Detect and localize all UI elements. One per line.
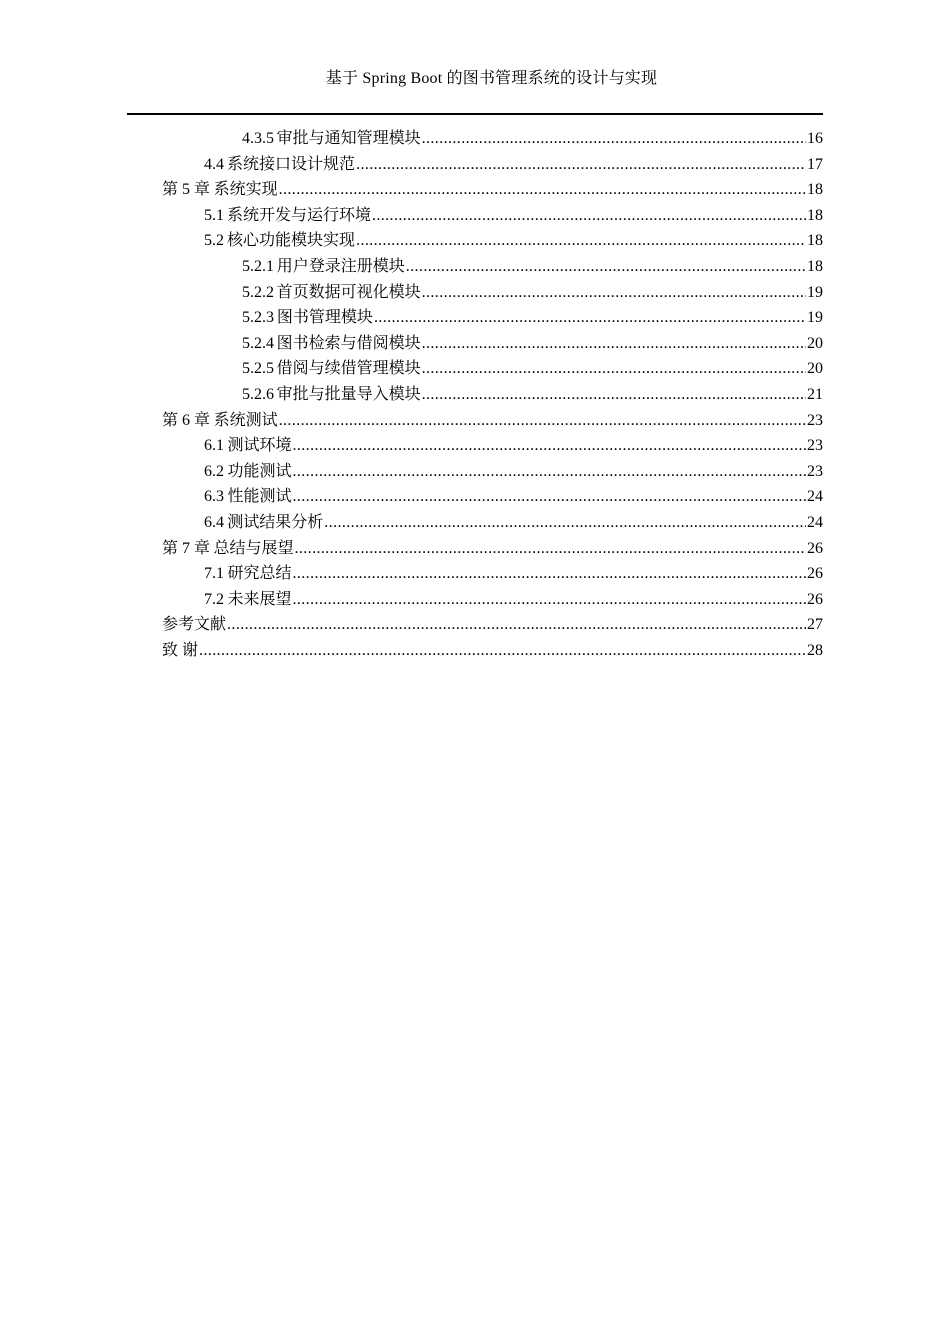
- toc-entry[interactable]: [0, 638, 950, 664]
- toc-entry[interactable]: [0, 203, 950, 229]
- toc-entry-number: 第 7 章: [162, 539, 211, 557]
- toc-entry-title: 系统开发与运行环境: [226, 206, 371, 224]
- toc-entry[interactable]: [0, 408, 950, 434]
- toc-entry-title: 系统实现: [213, 181, 278, 199]
- toc-entry-number: 6.2: [204, 462, 224, 480]
- toc-entry-number: 6.3: [204, 488, 224, 506]
- toc-entry[interactable]: [0, 561, 950, 587]
- toc-dot-leader: [292, 587, 806, 613]
- toc-entry-number: 第 5 章: [162, 181, 211, 199]
- toc-entry[interactable]: [0, 177, 950, 203]
- toc-entry[interactable]: [0, 587, 950, 613]
- toc-entry[interactable]: [0, 152, 950, 178]
- running-header-title: 基于 Spring Boot 的图书管理系统的设计与实现: [325, 70, 658, 87]
- toc-entry[interactable]: [0, 228, 950, 254]
- toc-entry-number: 5.1: [204, 206, 224, 224]
- toc-entry[interactable]: [0, 126, 950, 152]
- toc-entry-title: 系统测试: [213, 411, 278, 429]
- toc-entry-page-number: 20: [807, 360, 823, 378]
- toc-entry-page-number: 23: [807, 411, 823, 429]
- toc-entry[interactable]: [0, 433, 950, 459]
- toc-entry-title: 测试环境: [227, 437, 292, 455]
- toc-dot-leader: [279, 408, 806, 434]
- toc-dot-leader: [199, 638, 806, 664]
- toc-dot-leader: [227, 612, 806, 638]
- toc-entry[interactable]: [0, 510, 950, 536]
- toc-entry[interactable]: [0, 280, 950, 306]
- toc-entry-title: 系统接口设计规范: [227, 155, 356, 173]
- toc-dot-leader: [356, 152, 806, 178]
- toc-entry-page-number: 19: [807, 283, 823, 301]
- toc-entry-title: 未来展望: [227, 590, 292, 608]
- toc-entry-number: 4.4: [204, 155, 224, 173]
- toc-entry-title: 首页数据可视化模块: [276, 283, 421, 301]
- toc-entry-title: 图书管理模块: [276, 309, 373, 327]
- toc-dot-leader: [356, 228, 806, 254]
- toc-entry-page-number: 23: [807, 437, 823, 455]
- toc-dot-leader: [422, 331, 806, 357]
- toc-dot-leader: [372, 203, 806, 229]
- toc-entry-title: 致 谢: [162, 641, 199, 659]
- toc-entry-number: 4.3.5: [242, 130, 274, 147]
- toc-dot-leader: [294, 536, 806, 562]
- toc-entry[interactable]: [0, 331, 950, 357]
- toc-entry-page-number: 16: [807, 130, 823, 147]
- toc-entry-page-number: 18: [807, 206, 823, 224]
- toc-entry-page-number: 19: [807, 309, 823, 327]
- header-rule: [127, 113, 823, 115]
- toc-entry-title: 功能测试: [227, 462, 292, 480]
- toc-entry-title: 图书检索与借阅模块: [276, 334, 421, 352]
- toc-entry-number: 5.2.5: [242, 360, 274, 378]
- toc-entry-title: 测试结果分析: [227, 513, 324, 531]
- toc-entry-page-number: 17: [807, 155, 823, 173]
- toc-entry[interactable]: [0, 254, 950, 280]
- toc-entry-number: 5.2.1: [242, 257, 274, 275]
- toc-dot-leader: [324, 510, 806, 536]
- toc-dot-leader: [292, 459, 806, 485]
- toc-dot-leader: [374, 305, 806, 331]
- toc-entry[interactable]: [0, 612, 950, 638]
- toc-entry-number: 5.2.3: [242, 309, 274, 327]
- toc-entry-number: 7.2: [204, 590, 224, 608]
- toc-dot-leader: [292, 433, 806, 459]
- toc-dot-leader: [292, 561, 806, 587]
- toc-entry-title: 审批与通知管理模块: [276, 130, 421, 147]
- toc-entry-page-number: 23: [807, 462, 823, 480]
- toc-entry-title: 用户登录注册模块: [276, 257, 405, 275]
- toc-dot-leader: [406, 254, 806, 280]
- toc-entry-page-number: 18: [807, 232, 823, 250]
- toc-entry-number: 7.1: [204, 565, 224, 583]
- toc-entry-number: 5.2.2: [242, 283, 274, 301]
- toc-entry-page-number: 27: [807, 616, 823, 634]
- toc-entry-page-number: 26: [807, 590, 823, 608]
- toc-dot-leader: [422, 356, 806, 382]
- toc-entry-number: 5.2: [204, 232, 224, 250]
- toc-entry[interactable]: [0, 536, 950, 562]
- toc-entry[interactable]: [0, 356, 950, 382]
- toc-entry[interactable]: [0, 382, 950, 408]
- toc-dot-leader: [422, 280, 806, 306]
- toc-entry-page-number: 24: [807, 488, 823, 506]
- toc-entry-title: 参考文献: [162, 616, 227, 634]
- toc-entry-title: 总结与展望: [213, 539, 294, 557]
- toc-entry-page-number: 26: [807, 539, 823, 557]
- toc-entry-page-number: 18: [807, 257, 823, 275]
- toc-entry[interactable]: [0, 459, 950, 485]
- toc-entry-title: 核心功能模块实现: [227, 232, 356, 250]
- toc-entry-page-number: 28: [807, 641, 823, 659]
- toc-entry-title: 审批与批量导入模块: [276, 385, 421, 403]
- toc-entry[interactable]: [0, 305, 950, 331]
- toc-entry[interactable]: [0, 484, 950, 510]
- toc-entry-number: 6.1: [204, 437, 224, 455]
- toc-entry-number: 5.2.4: [242, 334, 274, 352]
- toc-entry-page-number: 26: [807, 565, 823, 583]
- toc-entry-number: 5.2.6: [242, 385, 274, 403]
- table-of-contents: [0, 126, 950, 663]
- toc-entry-page-number: 24: [807, 513, 823, 531]
- toc-entry-number: 第 6 章: [162, 411, 211, 429]
- toc-dot-leader: [422, 382, 806, 408]
- toc-entry-page-number: 21: [807, 385, 823, 403]
- toc-entry-page-number: 18: [807, 181, 823, 199]
- toc-entry-page-number: 20: [807, 334, 823, 352]
- toc-entry-number: 6.4: [204, 513, 224, 531]
- toc-dot-leader: [279, 177, 806, 203]
- toc-entry-title: 性能测试: [227, 488, 292, 506]
- toc-dot-leader: [422, 126, 806, 152]
- toc-dot-leader: [292, 484, 806, 510]
- toc-entry-title: 研究总结: [227, 565, 292, 583]
- toc-entry-title: 借阅与续借管理模块: [276, 360, 421, 378]
